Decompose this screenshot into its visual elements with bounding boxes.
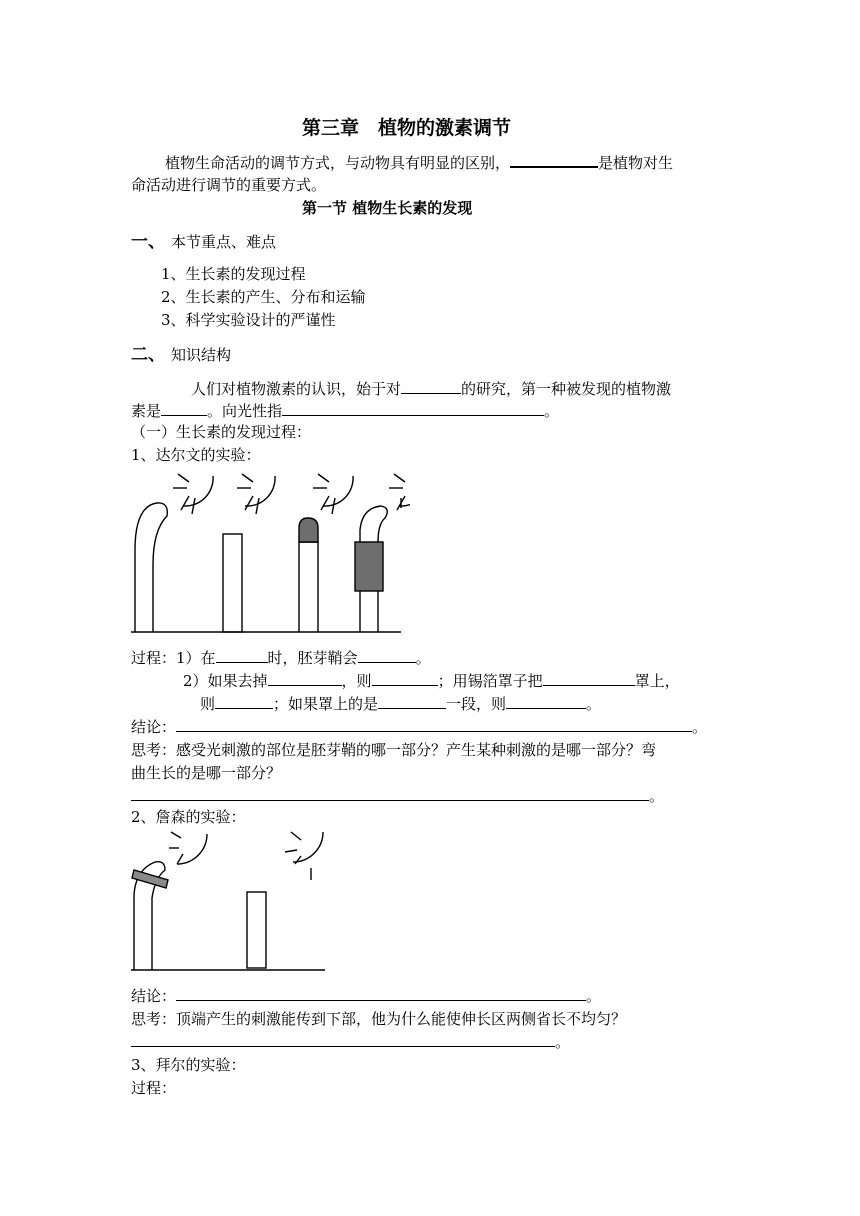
answer-blank[interactable] xyxy=(358,648,416,663)
process-text: 一段，则 xyxy=(446,695,507,713)
answer-blank[interactable] xyxy=(131,1032,555,1047)
process-text: 。 xyxy=(586,695,602,713)
exp1-conclusion xyxy=(131,717,707,737)
jensen-figure-svg xyxy=(125,828,330,976)
answer-blank[interactable] xyxy=(372,671,438,686)
answer-blank[interactable] xyxy=(378,694,446,709)
intro-line-1 xyxy=(165,152,673,173)
intro-line-2: 命活动进行调节的重要方式。 xyxy=(131,176,327,194)
part1-item: 2、生长素的产生、分布和运输 xyxy=(161,288,366,306)
part2-line-2 xyxy=(131,401,559,421)
exp1-title: 1、达尔文的实验： xyxy=(131,446,261,464)
exp1-think-answer xyxy=(131,786,664,806)
answer-blank[interactable] xyxy=(176,717,692,732)
process-text: 罩上， xyxy=(634,672,680,690)
process-text: ，则 xyxy=(341,672,372,690)
period: 。 xyxy=(586,987,602,1005)
exp1-process-3 xyxy=(200,694,601,714)
exp1-think-1: 思考：感受光刺激的部位是胚芽鞘的哪一部分？产生某种刺激的是哪一部分？弯 xyxy=(131,741,657,759)
foil-cap xyxy=(299,518,318,542)
page-title: 第三章 植物的激素调节 xyxy=(302,117,512,139)
process-text: 2）如果去掉 xyxy=(183,672,268,690)
bent-coleoptile xyxy=(135,503,167,632)
darwin-figure xyxy=(125,470,410,640)
answer-blank[interactable] xyxy=(176,986,586,1001)
process-text: 过程：1）在 xyxy=(131,649,216,667)
intro-text-b: 是植物对生 xyxy=(598,154,674,172)
part2-text: 。向光性指 xyxy=(207,402,283,420)
exp3-title: 3、拜尔的实验： xyxy=(131,1056,246,1074)
answer-blank[interactable] xyxy=(161,401,207,416)
process-text: 则 xyxy=(200,695,216,713)
subsection-title: （一）生长素的发现过程： xyxy=(131,423,312,441)
part1-heading xyxy=(131,232,276,252)
conclusion-label: 结论： xyxy=(131,718,177,736)
exp1-process-1 xyxy=(131,648,431,668)
period: 。 xyxy=(555,1033,571,1051)
part1-heading-text: 本节重点、难点 xyxy=(171,233,277,251)
part1-heading-num: 一、 xyxy=(131,232,165,252)
part2-text: 素是 xyxy=(131,402,162,420)
part2-text: 的研究，第一种被发现的植物激 xyxy=(461,380,672,398)
answer-blank[interactable] xyxy=(282,401,544,416)
part2-text: 人们对植物激素的认识，始于对 xyxy=(191,380,402,398)
period: 。 xyxy=(692,718,708,736)
exp2-title: 2、詹森的实验： xyxy=(131,808,246,826)
answer-blank[interactable] xyxy=(401,379,461,394)
exp2-think: 思考：顶端产生的刺激能传到下部，他为什么能使伸长区两侧省长不均匀？ xyxy=(131,1010,627,1028)
process-text: 时，胚芽鞘会 xyxy=(267,649,358,667)
process-text: ；如果罩上的是 xyxy=(273,695,379,713)
darwin-figure-svg xyxy=(125,470,410,640)
foil-sleeve xyxy=(355,542,383,591)
capped-coleoptile xyxy=(299,542,318,632)
exp2-conclusion xyxy=(131,986,601,1006)
decapitated-coleoptile xyxy=(223,534,242,632)
answer-blank[interactable] xyxy=(506,694,586,709)
exp1-think-2: 曲生长的是哪一部分？ xyxy=(131,764,282,782)
part2-line-1 xyxy=(191,379,671,399)
part2-heading-text: 知识结构 xyxy=(171,346,232,364)
answer-blank[interactable] xyxy=(215,694,273,709)
part1-item: 1、生长素的发现过程 xyxy=(161,265,306,283)
part2-heading-num: 二、 xyxy=(131,345,165,365)
decapitated-coleoptile xyxy=(247,892,266,968)
part2-text: 。 xyxy=(544,402,560,420)
exp1-process-2 xyxy=(183,671,680,691)
part2-heading xyxy=(131,345,231,365)
conclusion-label: 结论： xyxy=(131,987,177,1005)
section-title: 第一节 植物生长素的发现 xyxy=(302,199,473,217)
answer-blank[interactable] xyxy=(543,671,635,686)
exp3-process: 过程： xyxy=(131,1079,177,1097)
exp2-think-answer xyxy=(131,1032,570,1052)
part1-item: 3、科学实验设计的严谨性 xyxy=(161,311,336,329)
sun-icon xyxy=(177,834,207,864)
intro-text-a: 植物生命活动的调节方式，与动物具有明显的区别， xyxy=(165,154,511,172)
answer-blank[interactable] xyxy=(216,648,268,663)
jensen-figure xyxy=(125,828,330,976)
process-text: 。 xyxy=(415,649,431,667)
answer-blank[interactable] xyxy=(131,786,649,801)
answer-blank[interactable] xyxy=(268,671,342,686)
answer-blank[interactable] xyxy=(510,152,598,168)
period: 。 xyxy=(649,787,665,805)
process-text: ；用锡箔罩子把 xyxy=(437,672,543,690)
